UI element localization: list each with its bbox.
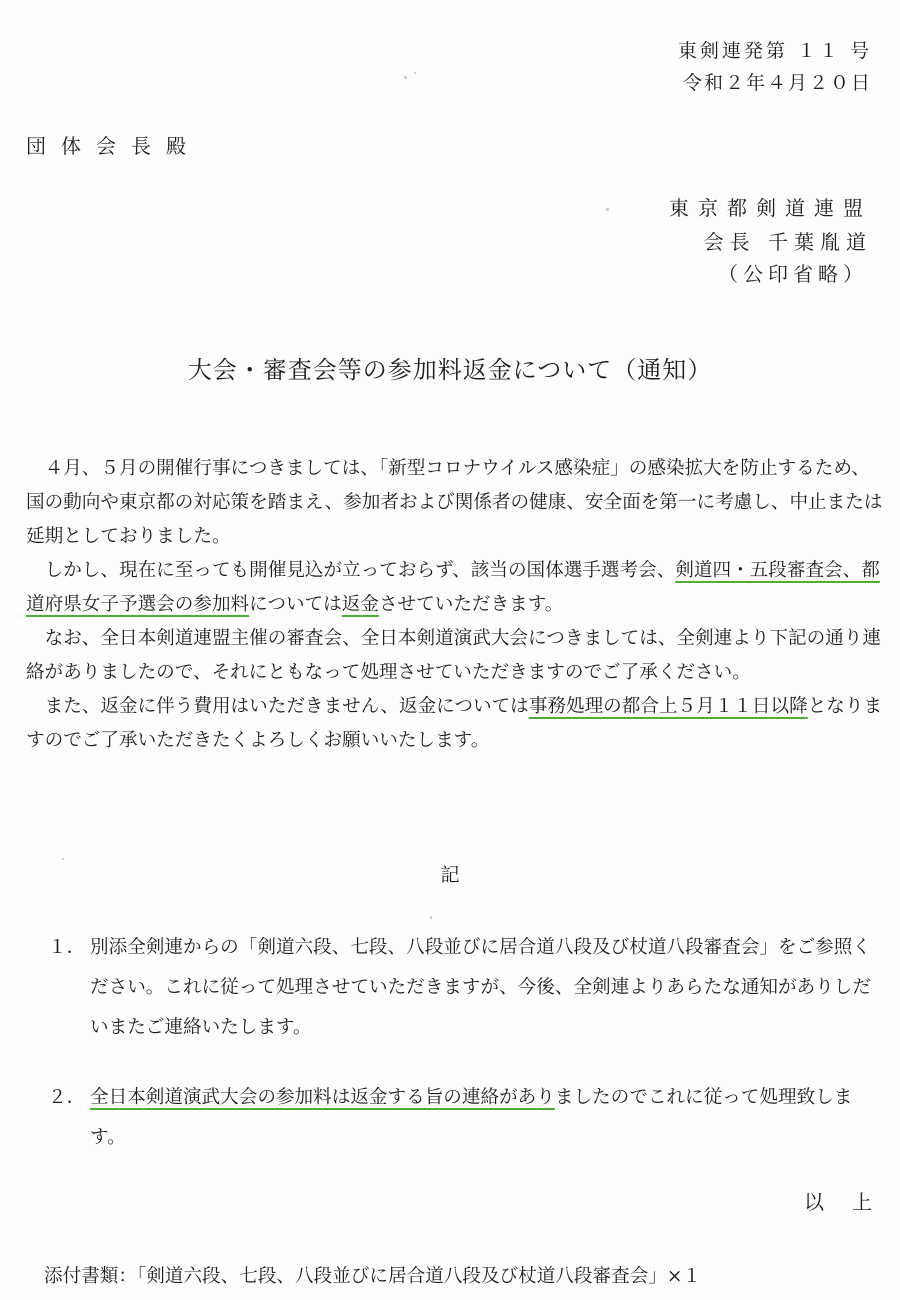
seal-omitted-note: （公印省略） — [718, 262, 868, 286]
body-paragraph-3: なお、全日本剣道連盟主催の審査会、全日本剣道演武大会につきましては、全剣連より下記の通り連絡がありましたので、それにともなって処理させていただきますのでご了承ください。 — [26, 628, 881, 683]
paragraph-4-text: また、返金に伴う費用はいただきません、返金については — [44, 696, 529, 717]
scan-speck — [414, 72, 416, 74]
paragraph-2-text: させていただきます。 — [378, 594, 564, 615]
sender-organization: 東京都剣道連盟 — [669, 196, 872, 220]
item-number: ２． — [48, 1087, 86, 1108]
sender-name: 会長 千葉胤道 — [703, 230, 872, 254]
item-list — [48, 928, 884, 1158]
highlighted-refund-events: 剣道四・五段審査会、都道府県女子予選会の参加料 — [26, 560, 880, 615]
item-text: ましたのでこれに従って処理致します。 — [90, 1087, 853, 1148]
scan-speck — [430, 916, 432, 919]
document-number: 東剣連発第 １１ 号 — [677, 40, 872, 62]
addressee: 団体会長殿 — [26, 134, 201, 158]
scan-speck — [404, 76, 407, 79]
body-paragraph-2 — [26, 554, 884, 622]
closing-mark: 以上 — [804, 1190, 900, 1214]
body-paragraph-1: ４月、５月の開催行事につきましては、「新型コロナウイルス感染症」の感染拡大を防止するため、国の動向や東京都の対応策を踏まえ、参加者および関係者の健康、安全面を第一に考慮し、中止または延期としておりました。 — [26, 458, 883, 547]
scan-speck — [62, 858, 64, 860]
item-text: 別添全剣連からの「剣道六段、七段、八段並びに居合道八段及び杖道八段審査会」をご参照ください。これに従って処理させていただきますが、今後、全剣連よりあらたな通知がありしだいまたご連絡いたします。 — [90, 937, 871, 1038]
item-number: １． — [48, 937, 86, 958]
body-paragraph-4 — [26, 690, 884, 758]
list-item — [48, 928, 884, 1048]
list-item — [48, 1078, 884, 1158]
highlighted-refund-date: 事務処理の都合上５月１１日以降 — [528, 696, 808, 717]
document-title: 大会・審査会等の参加料返金について（通知） — [187, 356, 713, 384]
highlighted-notice: 全日本剣道演武大会の参加料は返金する旨の連絡があり — [90, 1087, 555, 1108]
paragraph-4-text: となりますのでご了承いただきたくよろしくお願いいたします。 — [26, 696, 883, 751]
paragraph-2-text: しかし、現在に至っても開催見込が立っておらず、該当の国体選手選考会、 — [44, 560, 676, 581]
paragraph-2-text: については — [249, 594, 342, 615]
ki-heading: 記 — [440, 864, 460, 886]
attachment-note: 添付書類：「剣道六段、七段、八段並びに居合道八段及び杖道八段審査会」×１ — [44, 1266, 702, 1287]
document-body — [26, 452, 884, 758]
highlighted-refund: 返金 — [341, 594, 379, 615]
scan-speck — [606, 208, 609, 211]
document-date: 令和２年４月２０日 — [682, 72, 872, 94]
